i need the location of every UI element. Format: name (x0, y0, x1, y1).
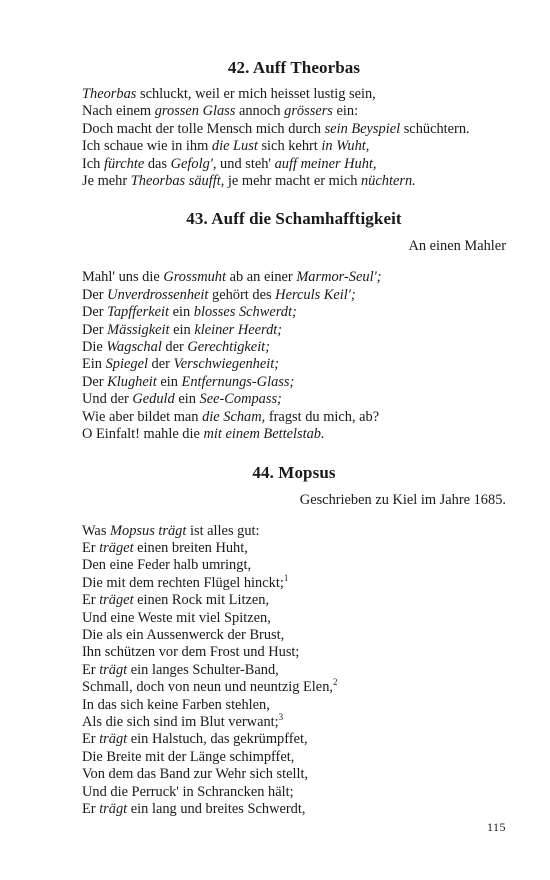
verse-text: Der (82, 321, 108, 338)
verse-text: einen Rock mit Litzen, (133, 592, 270, 609)
verse-line (82, 409, 506, 426)
verse-text: der (147, 356, 174, 373)
poem-dedication: An einen Mahler (408, 238, 506, 255)
poem-title: 44. Mopsus (252, 462, 336, 482)
verse-text: ein lang und breites Schwerdt, (127, 801, 306, 817)
verse-text: Er (82, 731, 100, 748)
verse-text: O Einfalt! mahle die (82, 426, 204, 443)
poem-body (82, 523, 506, 819)
verse-line (82, 121, 506, 138)
emphasis-text: Geduld (132, 391, 175, 408)
verse-line (82, 391, 506, 408)
emphasis-text: blosses Schwerdt; (193, 304, 297, 321)
footnote-marker: 3 (278, 711, 284, 722)
emphasis-text: Gefolg', (170, 155, 217, 172)
emphasis-text: Marmor-Seul'; (296, 269, 382, 286)
verse-text: Ich (82, 155, 104, 172)
emphasis-text: Tapfferkeit (107, 304, 169, 321)
emphasis-text: trägt (99, 661, 128, 678)
emphasis-text: nüchtern. (360, 173, 416, 190)
verse-text: Den eine Feder halb umringt, (82, 557, 252, 574)
verse-line (82, 801, 506, 818)
verse-line (82, 662, 506, 679)
verse-text: ist alles gut: (186, 522, 260, 539)
verse-text: ein (169, 321, 195, 338)
verse-line (82, 138, 506, 155)
poem-dedication: Geschrieben zu Kiel im Jahre 1685. (299, 491, 506, 508)
emphasis-text: kleiner Heerdt; (194, 321, 283, 338)
poem-title: 43. Auff die Schamhafftigkeit (186, 209, 402, 229)
emphasis-text: in Wuht, (321, 138, 370, 155)
verse-text: Die mit dem rechten Flügel hinckt; (82, 574, 284, 591)
emphasis-text: Gerechtigkeit; (187, 339, 270, 356)
emphasis-text: Entfernungs-Glass; (181, 373, 295, 390)
verse-text: und steh' (216, 155, 275, 172)
poem-43 (82, 207, 506, 443)
poem-title: 42. Auff Theorbas (227, 58, 361, 77)
verse-line (82, 523, 506, 540)
verse-text: ab an einer (225, 269, 297, 286)
verse-line (82, 572, 506, 592)
emphasis-text: fürchte (103, 155, 145, 172)
verse-text: Der (82, 304, 108, 321)
verse-text: Er (82, 539, 100, 556)
emphasis-text: Mässigkeit (107, 321, 170, 338)
emphasis-text: träget (99, 592, 134, 609)
verse-text: schluckt, weil er mich heisset lustig sein, (136, 86, 376, 102)
verse-line (82, 627, 506, 644)
verse-text: Und eine Weste mit viel Spitzen, (82, 609, 271, 626)
verse-text: je mehr macht er mich (224, 173, 361, 190)
verse-text: Doch macht der tolle Mensch mich durch (82, 120, 325, 137)
emphasis-text: Mopsus trägt (110, 522, 187, 539)
verse-text: Ich schaue wie in ihm (82, 138, 212, 155)
emphasis-text: die Lust (211, 138, 258, 155)
verse-line (82, 339, 506, 356)
emphasis-text: grössers (284, 103, 333, 120)
verse-line (82, 557, 506, 574)
verse-line (82, 711, 506, 731)
verse-line (82, 592, 506, 609)
emphasis-text: Spiegel (105, 356, 148, 373)
verse-line (82, 540, 506, 557)
verse-text: ein (174, 391, 200, 408)
emphasis-text: Wagschal (106, 339, 162, 356)
verse-text: Ein (82, 356, 106, 373)
verse-line (82, 697, 506, 714)
emphasis-text: sein Beyspiel (324, 120, 401, 137)
verse-text: ein (156, 373, 182, 390)
emphasis-text: Theorbas säufft, (130, 173, 225, 190)
verse-text: Je mehr (82, 173, 131, 190)
verse-text: In das sich keine Farben stehlen, (82, 696, 270, 713)
verse-text: Er (82, 801, 100, 817)
verse-text: Und die Perruck' in Schrancken hält; (82, 783, 294, 800)
emphasis-text: Theorbas (82, 86, 137, 102)
verse-line (82, 679, 506, 696)
verse-text: einen breiten Huht, (133, 539, 248, 556)
emphasis-text: Grossmuht (163, 269, 226, 286)
emphasis-text: See-Compass; (199, 391, 282, 408)
poem-body (82, 86, 506, 190)
verse-line (82, 766, 506, 783)
verse-line (82, 749, 506, 766)
emphasis-text: Unverdrossenheit (107, 286, 209, 303)
verse-line (82, 156, 506, 173)
emphasis-text: Herculs Keil'; (275, 286, 356, 303)
emphasis-text: auff meiner Huht, (274, 155, 377, 172)
verse-line (82, 356, 506, 373)
verse-text: das (144, 155, 171, 172)
verse-text: ein: (332, 103, 359, 120)
verse-line (82, 287, 506, 304)
emphasis-text: trägt (99, 801, 128, 817)
verse-text: der (161, 339, 188, 356)
verse-line (82, 173, 506, 190)
poem-44 (82, 461, 506, 819)
emphasis-text: mit einem Bettelstab. (203, 426, 325, 443)
verse-line (82, 269, 506, 286)
page-content (82, 56, 506, 818)
verse-text: Von dem das Band zur Wehr sich stellt, (82, 766, 309, 783)
verse-text: Schmall, doch von neun und neuntzig Elen, (82, 679, 333, 696)
emphasis-text: Klugheit (107, 373, 157, 390)
verse-line (82, 322, 506, 339)
verse-text: ein Halstuch, das gekrümpffet, (127, 731, 308, 748)
verse-text: Die (82, 339, 107, 356)
verse-text: sich kehrt (257, 138, 322, 155)
verse-text: schüchtern. (400, 120, 470, 137)
verse-line (82, 304, 506, 321)
verse-text: Als die sich sind im Blut verwant; (82, 713, 279, 730)
verse-line (82, 610, 506, 627)
verse-text: annoch (235, 103, 285, 120)
emphasis-text: Verschwiegenheit; (173, 356, 280, 373)
footnote-marker: 1 (283, 572, 289, 583)
verse-text: Und der (82, 391, 133, 408)
emphasis-text: grossen Glass (154, 103, 236, 120)
verse-text: Nach einem (82, 103, 155, 120)
verse-line (82, 426, 506, 443)
verse-text: ein (169, 304, 194, 321)
verse-text: Der (82, 373, 108, 390)
emphasis-text: trägt (99, 731, 128, 748)
verse-line (82, 374, 506, 391)
verse-text: Der (82, 286, 108, 303)
verse-line (82, 731, 506, 748)
emphasis-text: träget (99, 539, 134, 556)
page-number: 115 (486, 820, 506, 834)
verse-text: Wie aber bildet man (82, 408, 203, 425)
verse-text: Was (82, 522, 111, 539)
verse-text: Er (82, 661, 100, 678)
verse-text: Er (82, 592, 100, 609)
verse-text: Die Breite mit der Länge schimpffet, (82, 748, 295, 765)
verse-line (82, 784, 506, 801)
verse-text: Ihn schützen vor dem Frost und Hust; (82, 644, 300, 661)
poem-body (82, 269, 506, 443)
verse-text: ein langes Schulter-Band, (127, 661, 279, 678)
poem-42 (82, 56, 506, 190)
verse-line (82, 644, 506, 661)
verse-text: Die als ein Aussenwerck der Brust, (82, 626, 285, 643)
verse-line (82, 86, 506, 103)
emphasis-text: die Scham, (202, 408, 266, 425)
verse-text: Mahl' uns die (82, 269, 164, 286)
verse-text: gehört des (208, 286, 276, 303)
verse-line (82, 103, 506, 120)
verse-text: fragst du mich, ab? (265, 408, 380, 425)
footnote-marker: 2 (333, 677, 338, 688)
